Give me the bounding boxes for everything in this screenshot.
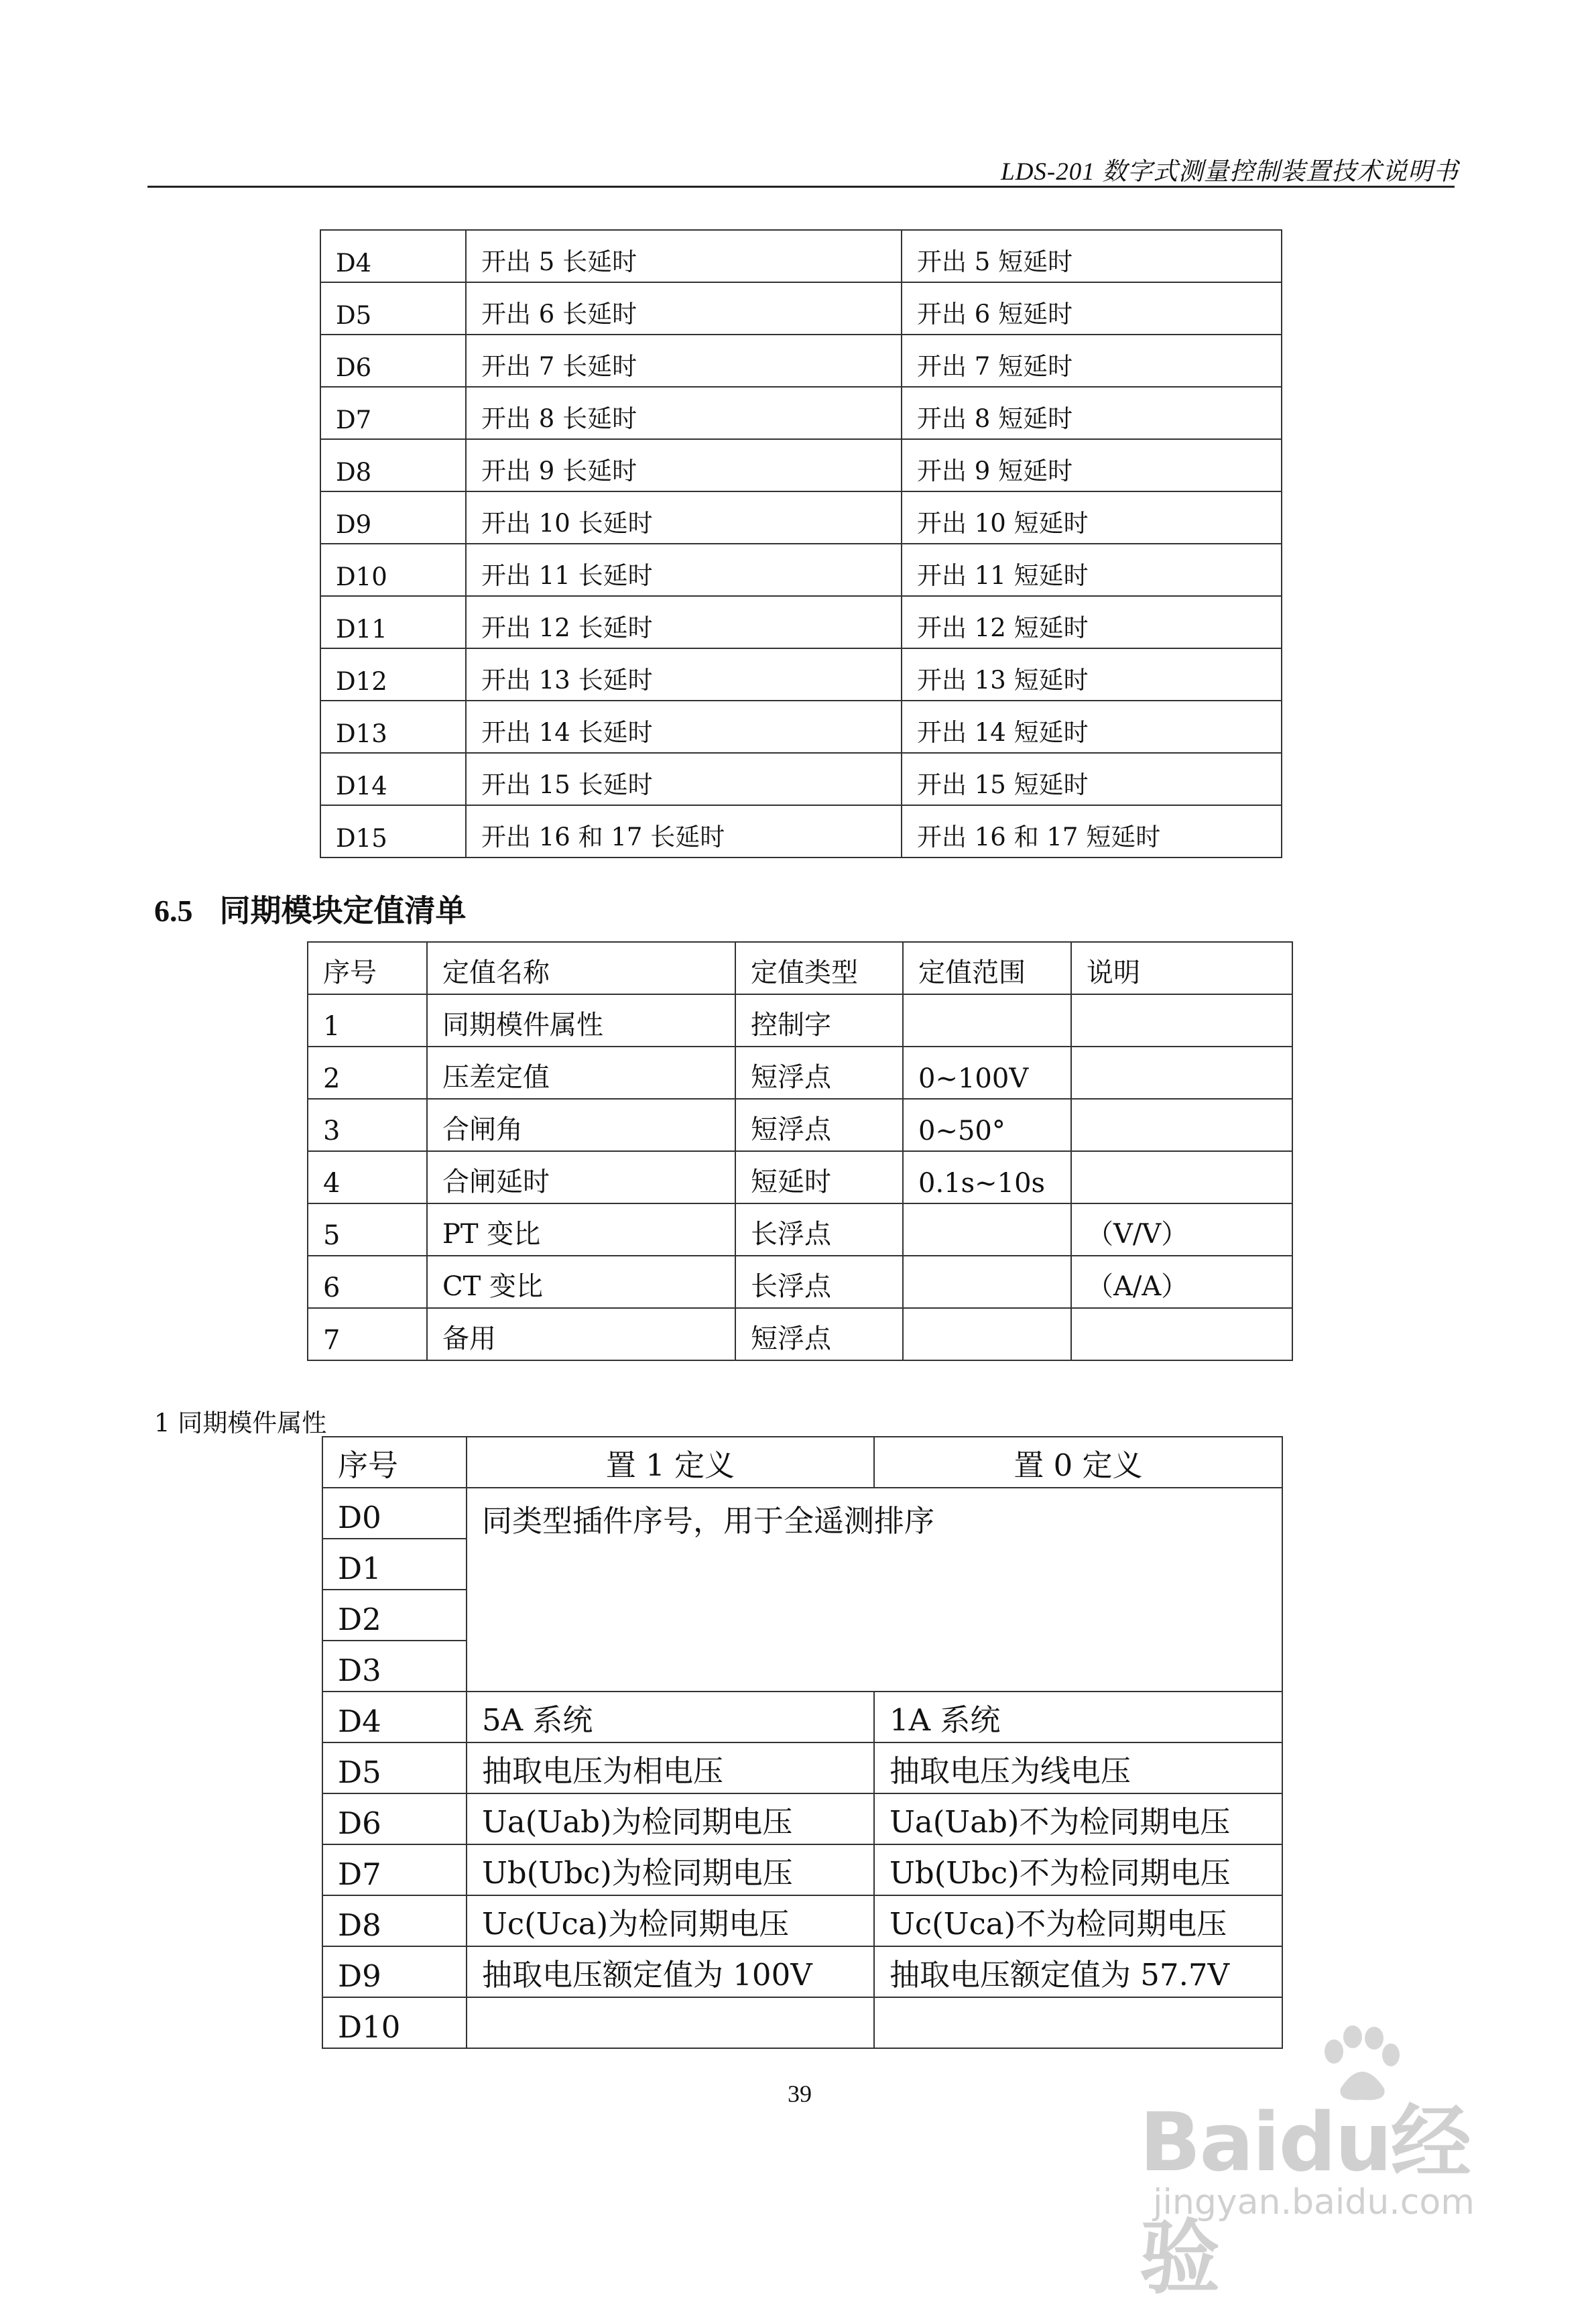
- table-cell: 1A 系统: [874, 1692, 1282, 1742]
- watermark-brand: Baidu经验: [1140, 2096, 1470, 2305]
- table-cell: 开出 5 长延时: [466, 230, 902, 282]
- table-cell: D3: [322, 1641, 467, 1692]
- table-cell: D6: [322, 1793, 467, 1844]
- table-cell: 长浮点: [735, 1203, 903, 1256]
- table-header-cell: 定值类型: [735, 942, 903, 994]
- table-row: [320, 544, 1282, 596]
- merged-description-cell: 同类型插件序号，用于全遥测排序: [467, 1488, 1282, 1692]
- table-cell: 开出 13 短延时: [902, 648, 1282, 701]
- table-row: [308, 1256, 1292, 1308]
- table-cell: Uc(Uca)不为检同期电压: [874, 1895, 1282, 1946]
- table-row: [322, 1793, 1282, 1844]
- table-cell: D8: [322, 1895, 467, 1946]
- table-row: [308, 994, 1292, 1047]
- table-cell: D12: [320, 648, 466, 701]
- sync-attribute-table: [322, 1436, 1283, 2049]
- sync-settings-table: [307, 941, 1293, 1361]
- table-cell: 0~100V: [903, 1047, 1071, 1099]
- table-cell: [1071, 1151, 1292, 1203]
- table-row: [320, 335, 1282, 387]
- table-header-cell: 序号: [308, 942, 427, 994]
- table-cell: 开出 12 短延时: [902, 596, 1282, 648]
- table-cell: 开出 9 短延时: [902, 439, 1282, 491]
- table-row: [322, 1742, 1282, 1793]
- table-cell: [1071, 1099, 1292, 1151]
- table-cell: Ub(Ubc)不为检同期电压: [874, 1844, 1282, 1895]
- table-row: [322, 1946, 1282, 1997]
- table-cell: D14: [320, 753, 466, 805]
- section-title: 同期模块定值清单: [219, 892, 467, 929]
- table-cell: 开出 10 短延时: [902, 491, 1282, 544]
- table-cell: D7: [320, 387, 466, 439]
- table-cell: 1: [308, 994, 427, 1047]
- table-cell: 开出 16 和 17 短延时: [902, 805, 1282, 857]
- table-header-cell: 定值名称: [427, 942, 735, 994]
- sub-heading: 1 同期模件属性: [154, 1409, 327, 1437]
- table-cell: 控制字: [735, 994, 903, 1047]
- table-cell: 7: [308, 1308, 427, 1360]
- table-row: [320, 230, 1282, 282]
- table-row: [320, 282, 1282, 335]
- table-header-cell: 定值范围: [903, 942, 1071, 994]
- table-cell: D4: [322, 1692, 467, 1742]
- table-cell: 开出 11 短延时: [902, 544, 1282, 596]
- table-row: [320, 387, 1282, 439]
- table-cell: 开出 14 长延时: [466, 701, 902, 753]
- table-header-cell: 序号: [322, 1437, 467, 1488]
- table-row: [308, 1203, 1292, 1256]
- table-row: [320, 648, 1282, 701]
- table-cell: D4: [320, 230, 466, 282]
- table-cell: 4: [308, 1151, 427, 1203]
- table-cell: [1071, 1308, 1292, 1360]
- table-cell: [1071, 1047, 1292, 1099]
- table-row: [320, 805, 1282, 857]
- table-cell: Ua(Uab)不为检同期电压: [874, 1793, 1282, 1844]
- table-cell: 开出 9 长延时: [466, 439, 902, 491]
- table-cell: 开出 12 长延时: [466, 596, 902, 648]
- table-cell: 开出 8 长延时: [466, 387, 902, 439]
- table-cell: [467, 1997, 874, 2048]
- table-row: [320, 701, 1282, 753]
- table-cell: CT 变比: [427, 1256, 735, 1308]
- table-cell: D10: [320, 544, 466, 596]
- table-cell: 抽取电压为线电压: [874, 1742, 1282, 1793]
- table-row: [322, 1895, 1282, 1946]
- table-cell: 开出 10 长延时: [466, 491, 902, 544]
- table-row: [320, 439, 1282, 491]
- table-cell: Uc(Uca)为检同期电压: [467, 1895, 874, 1946]
- page-number: 39: [788, 2080, 812, 2107]
- table-cell: D8: [320, 439, 466, 491]
- table-cell: D2: [322, 1590, 467, 1641]
- table-cell: 开出 15 长延时: [466, 753, 902, 805]
- table-row: [320, 753, 1282, 805]
- table-cell: D15: [320, 805, 466, 857]
- table-cell: 0~50°: [903, 1099, 1071, 1151]
- table-cell: 开出 7 短延时: [902, 335, 1282, 387]
- table-cell: 长浮点: [735, 1256, 903, 1308]
- table-cell: 开出 7 长延时: [466, 335, 902, 387]
- table-cell: Ua(Uab)为检同期电压: [467, 1793, 874, 1844]
- table-cell: D0: [322, 1488, 467, 1539]
- watermark-url: jingyan.baidu.com: [1153, 2182, 1475, 2223]
- table-cell: 0.1s~10s: [903, 1151, 1071, 1203]
- document-header-title: LDS-201 数字式测量控制装置技术说明书: [1001, 158, 1459, 186]
- table-cell: PT 变比: [427, 1203, 735, 1256]
- table-cell: 开出 15 短延时: [902, 753, 1282, 805]
- table-cell: 抽取电压额定值为 57.7V: [874, 1946, 1282, 1997]
- table-row: [308, 1151, 1292, 1203]
- table-cell: 6: [308, 1256, 427, 1308]
- table-cell: D7: [322, 1844, 467, 1895]
- table-cell: 开出 13 长延时: [466, 648, 902, 701]
- table-header-cell: 置 0 定义: [874, 1437, 1282, 1488]
- table-cell: [903, 994, 1071, 1047]
- table-cell: 3: [308, 1099, 427, 1151]
- table-cell: [903, 1203, 1071, 1256]
- table-cell: 5: [308, 1203, 427, 1256]
- section-heading: [154, 886, 467, 931]
- table-cell: D9: [320, 491, 466, 544]
- table-cell: 开出 8 短延时: [902, 387, 1282, 439]
- table-row: [320, 596, 1282, 648]
- table-cell: 开出 5 短延时: [902, 230, 1282, 282]
- table-cell: 合闸角: [427, 1099, 735, 1151]
- baidu-jingyan-watermark: [1140, 2025, 1515, 2305]
- table-cell: D11: [320, 596, 466, 648]
- table-cell: 开出 16 和 17 长延时: [466, 805, 902, 857]
- table-cell: D5: [322, 1742, 467, 1793]
- table-row: [322, 1844, 1282, 1895]
- table-cell: D5: [320, 282, 466, 335]
- table-cell: Ub(Ubc)为检同期电压: [467, 1844, 874, 1895]
- table-cell: 开出 6 短延时: [902, 282, 1282, 335]
- table-cell: D10: [322, 1997, 467, 2048]
- table-row: [320, 491, 1282, 544]
- table-cell: 短浮点: [735, 1099, 903, 1151]
- table-row: [308, 1099, 1292, 1151]
- table-cell: （A/A）: [1071, 1256, 1292, 1308]
- table-header-row: [308, 942, 1292, 994]
- table-cell: 合闸延时: [427, 1151, 735, 1203]
- output-delay-table: [320, 229, 1282, 858]
- table-cell: 备用: [427, 1308, 735, 1360]
- table-header-cell: 说明: [1071, 942, 1292, 994]
- table-header-cell: 置 1 定义: [467, 1437, 874, 1488]
- table-row: [322, 1997, 1282, 2048]
- section-number: 6.5: [154, 894, 193, 928]
- table-cell: D6: [320, 335, 466, 387]
- table-cell: 2: [308, 1047, 427, 1099]
- table-cell: 开出 11 长延时: [466, 544, 902, 596]
- table-cell: [903, 1308, 1071, 1360]
- table-cell: D13: [320, 701, 466, 753]
- table-cell: 抽取电压额定值为 100V: [467, 1946, 874, 1997]
- table-row: [308, 1047, 1292, 1099]
- table-cell: [1071, 994, 1292, 1047]
- table-cell: 抽取电压为相电压: [467, 1742, 874, 1793]
- table-cell: 压差定值: [427, 1047, 735, 1099]
- table-row: [322, 1488, 1282, 1539]
- table-cell: 短浮点: [735, 1047, 903, 1099]
- table-cell: 同期模件属性: [427, 994, 735, 1047]
- table-cell: D1: [322, 1539, 467, 1590]
- table-header-row: [322, 1437, 1282, 1488]
- table-cell: 5A 系统: [467, 1692, 874, 1742]
- table-cell: 短浮点: [735, 1308, 903, 1360]
- table-cell: [903, 1256, 1071, 1308]
- table-cell: 短延时: [735, 1151, 903, 1203]
- header-rule: [147, 186, 1455, 188]
- table-row: [308, 1308, 1292, 1360]
- table-cell: （V/V）: [1071, 1203, 1292, 1256]
- table-cell: 开出 6 长延时: [466, 282, 902, 335]
- table-cell: D9: [322, 1946, 467, 1997]
- table-row: [322, 1692, 1282, 1742]
- table-cell: 开出 14 短延时: [902, 701, 1282, 753]
